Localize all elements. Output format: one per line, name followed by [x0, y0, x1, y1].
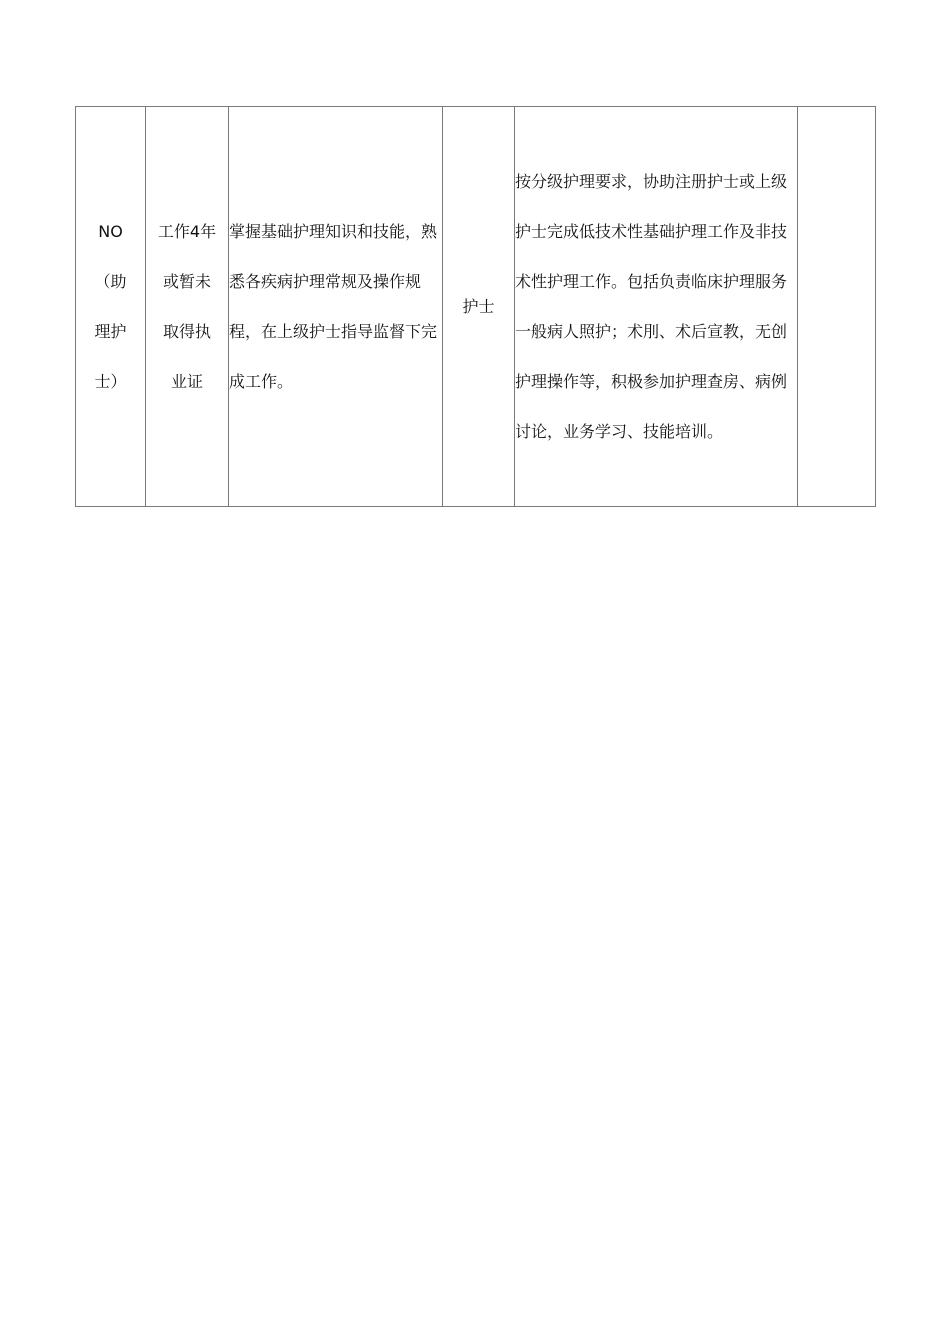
- title-cell: [443, 107, 515, 507]
- title-text: 护士: [462, 296, 495, 316]
- duties-cell: [515, 107, 798, 507]
- requirement-cell: [146, 107, 229, 507]
- ability-cell: [229, 107, 443, 507]
- remark-cell: [798, 107, 876, 507]
- duties-text: 按分级护理要求，协助注册护士或上级护士完成低技术性基础护理工作及非技术性护理工作。包括负责临床护理服务一般病人照护；术刖、术后宣教，无创护理操作等，积极参加护理查房、病例讨论，业务学习、技能培训。: [515, 171, 788, 441]
- level-cell: [76, 107, 146, 507]
- table-row: [76, 107, 876, 507]
- ability-text: 掌握基础护理知识和技能，熟悉各疾病护理常规及操作规程，在上级护士指导监督下完成工作。: [229, 221, 438, 391]
- nursing-grade-table: [75, 106, 876, 507]
- level-text: NO（助理护士）: [94, 221, 127, 391]
- requirement-text: 工作4年或暂未取得执业证: [157, 221, 217, 391]
